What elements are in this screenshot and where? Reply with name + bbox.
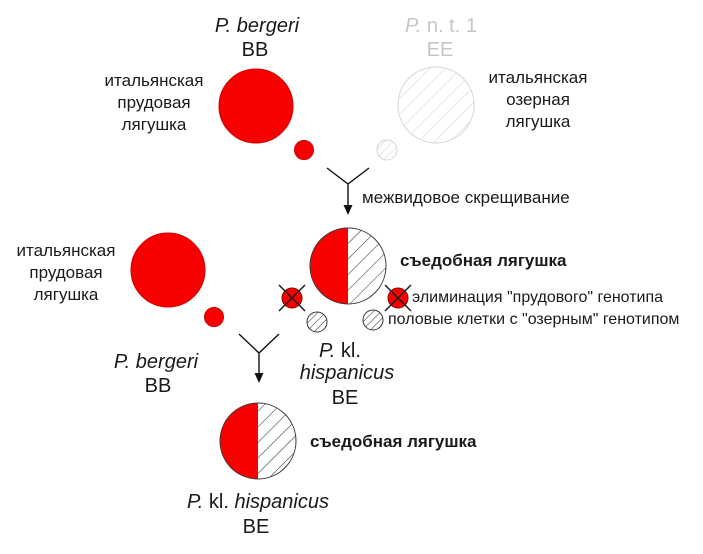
lake-frog-circle-top (398, 67, 474, 143)
species-rest: n. t. 1 (421, 15, 477, 37)
legend-elimination-text: элиминация "прудового" генотипа (412, 289, 664, 306)
genotype-bb-top: BB (241, 39, 269, 61)
species-title-hispanicus-bottom (158, 491, 358, 514)
legend-germcells-text: половые клетки с "озерным" генотипом (388, 311, 680, 328)
species-title-bergeri-top: P. bergeri (214, 15, 300, 37)
common-name-pond-mid (0, 240, 132, 306)
germ-cell-icon-right (363, 310, 383, 330)
common-name-pond-top (84, 70, 224, 136)
common-name-line: прудовая (29, 263, 103, 282)
genotype-bb-mid: BB (144, 375, 172, 397)
species-klepton: kl. (335, 340, 361, 362)
species-abbrev: P. (187, 491, 204, 513)
species-title-bergeri-mid: P. bergeri (113, 351, 199, 373)
common-name-line: итальянская (488, 68, 588, 87)
common-name-line: озерная (506, 90, 570, 109)
arrow-down-icon-2 (255, 373, 264, 383)
hybrid-circle-bottom (220, 403, 296, 479)
common-name-line: итальянская (16, 241, 116, 260)
pond-gamete-circle-mid (205, 308, 224, 327)
genotype-be-bottom: BE (242, 516, 270, 538)
species-klepton: kl. (203, 491, 235, 513)
hybrid-circle-mid (310, 228, 386, 304)
species-title-hispanicus-mid-line2: hispanicus (299, 362, 395, 384)
common-name-lake-top (468, 67, 608, 133)
eliminated-genotype-icon-right (385, 285, 411, 311)
germ-cell-icon-left (307, 312, 327, 332)
pond-frog-circle-mid (131, 233, 205, 307)
species-epithet: hispanicus (234, 491, 329, 513)
common-name-line: прудовая (117, 93, 191, 112)
interspecies-cross-label: межвидовое скрещивание (362, 188, 570, 207)
genotype-ee-top: EE (426, 39, 454, 61)
eliminated-genotype-icon-left (279, 285, 305, 311)
pond-frog-circle-top (219, 69, 293, 143)
lake-gamete-circle-top (377, 140, 397, 160)
edible-frog-label-mid: съедобная лягушка (400, 251, 567, 270)
species-abbrev: P. (405, 15, 422, 37)
arrow-down-icon-1 (344, 205, 353, 215)
common-name-line: итальянская (104, 71, 204, 90)
genotype-be-mid: BE (331, 387, 359, 409)
species-title-lake-top (341, 15, 541, 38)
common-name-line: лягушка (121, 115, 187, 134)
edible-frog-label-bottom: съедобная лягушка (310, 432, 477, 451)
pond-gamete-circle-top (295, 141, 314, 160)
species-title-hispanicus-mid-line1 (260, 340, 420, 363)
species-abbrev: P. (319, 340, 336, 362)
common-name-line: лягушка (33, 285, 99, 304)
common-name-line: лягушка (505, 112, 571, 131)
